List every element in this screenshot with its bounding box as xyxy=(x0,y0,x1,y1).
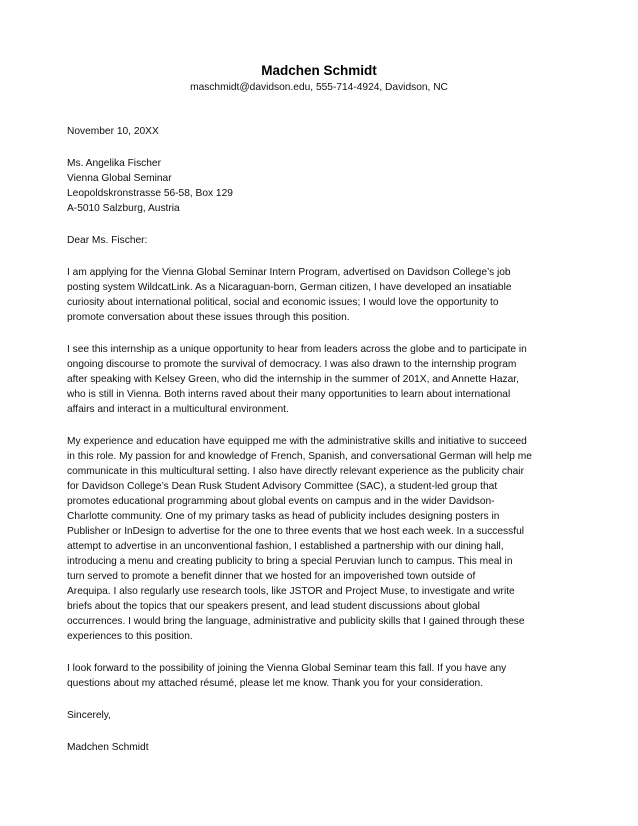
paragraph-line: experiences to this position. xyxy=(67,631,193,642)
closing: Sincerely, xyxy=(67,710,111,721)
letter-date: November 10, 20XX xyxy=(67,126,159,137)
recipient-line: Ms. Angelika Fischer xyxy=(67,158,161,169)
paragraph-line: curiosity about international political, social and economic issues; I would love the opportunity to xyxy=(67,297,499,308)
paragraph-line: in this role. My passion for and knowledge of French, Spanish, and conversational German will help me xyxy=(67,451,532,462)
paragraph-1 xyxy=(67,265,575,325)
paragraph-line: ongoing discourse to promote the survival of democracy. I was also drawn to the internship program xyxy=(67,359,517,370)
paragraph-line: affairs and interact in a multicultural environment. xyxy=(67,404,289,415)
recipient-address xyxy=(67,156,575,216)
paragraph-line: promotes educational programming about global events on campus and in the wider Davidson- xyxy=(67,496,495,507)
paragraph-line: after speaking with Kelsey Green, who did the internship in the summer of 201X, and Annette Hazar, xyxy=(67,374,519,385)
paragraph-line: I look forward to the possibility of joining the Vienna Global Seminar team this fall. If you have any xyxy=(67,663,507,674)
paragraph-2 xyxy=(67,342,575,417)
paragraph-line: posting system WildcatLink. As a Nicaraguan-born, German citizen, I have developed an insatiable xyxy=(67,282,512,293)
paragraph-line: briefs about the topics that our speakers present, and lead student discussions about global xyxy=(67,601,480,612)
paragraph-line: turn served to promote a benefit dinner that we hosted for an impoverished town outside of xyxy=(67,571,476,582)
paragraph-line: for Davidson College’s Dean Rusk Student Advisory Committee (SAC), a student-led group that xyxy=(67,481,498,492)
paragraph-line: introducing a menu and creating publicity to bring a special Peruvian lunch to campus. This meal in xyxy=(67,556,513,567)
paragraph-line: occurrences. I would bring the language, administrative and publicity skills that I gained through these xyxy=(67,616,525,627)
letter-body xyxy=(67,124,575,755)
paragraph-line: Charlotte community. One of my primary tasks as head of publicity includes designing posters in xyxy=(67,511,500,522)
paragraph-line: My experience and education have equipped me with the administrative skills and initiative to succeed xyxy=(67,436,527,447)
signature-name: Madchen Schmidt xyxy=(67,742,149,753)
paragraph-line: Publisher or InDesign to advertise for the one to three events that we host each week. In a successful xyxy=(67,526,524,537)
paragraph-line: Arequipa. I also regularly use research tools, like JSTOR and Project Muse, to investigate and write xyxy=(67,586,515,597)
paragraph-line: questions about my attached résumé, please let me know. Thank you for your consideration. xyxy=(67,678,484,689)
salutation: Dear Ms. Fischer: xyxy=(67,235,148,246)
paragraph-line: I am applying for the Vienna Global Seminar Intern Program, advertised on Davidson College’s job xyxy=(67,267,511,278)
paragraph-line: who is still in Vienna. Both interns raved about their many opportunities to learn about international xyxy=(67,389,511,400)
paragraph-line: promote conversation about these issues through this position. xyxy=(67,312,350,323)
sender-contact: maschmidt@davidson.edu, 555-714-4924, Davidson, NC xyxy=(190,82,448,93)
recipient-line: Vienna Global Seminar xyxy=(67,173,172,184)
recipient-line: Leopoldskronstrasse 56-58, Box 129 xyxy=(67,188,233,199)
paragraph-4 xyxy=(67,661,575,691)
recipient-line: A-5010 Salzburg, Austria xyxy=(67,203,180,214)
paragraph-3 xyxy=(67,434,575,644)
sender-name: Madchen Schmidt xyxy=(261,63,377,78)
paragraph-line: attempt to advertise in an unconventional fashion, I established a partnership with our dining hall, xyxy=(67,541,504,552)
paragraph-line: communicate in this multicultural setting. I also have directly relevant experience as the publicity chair xyxy=(67,466,524,477)
paragraph-line: I see this internship as a unique opportunity to hear from leaders across the globe and to participate in xyxy=(67,344,527,355)
